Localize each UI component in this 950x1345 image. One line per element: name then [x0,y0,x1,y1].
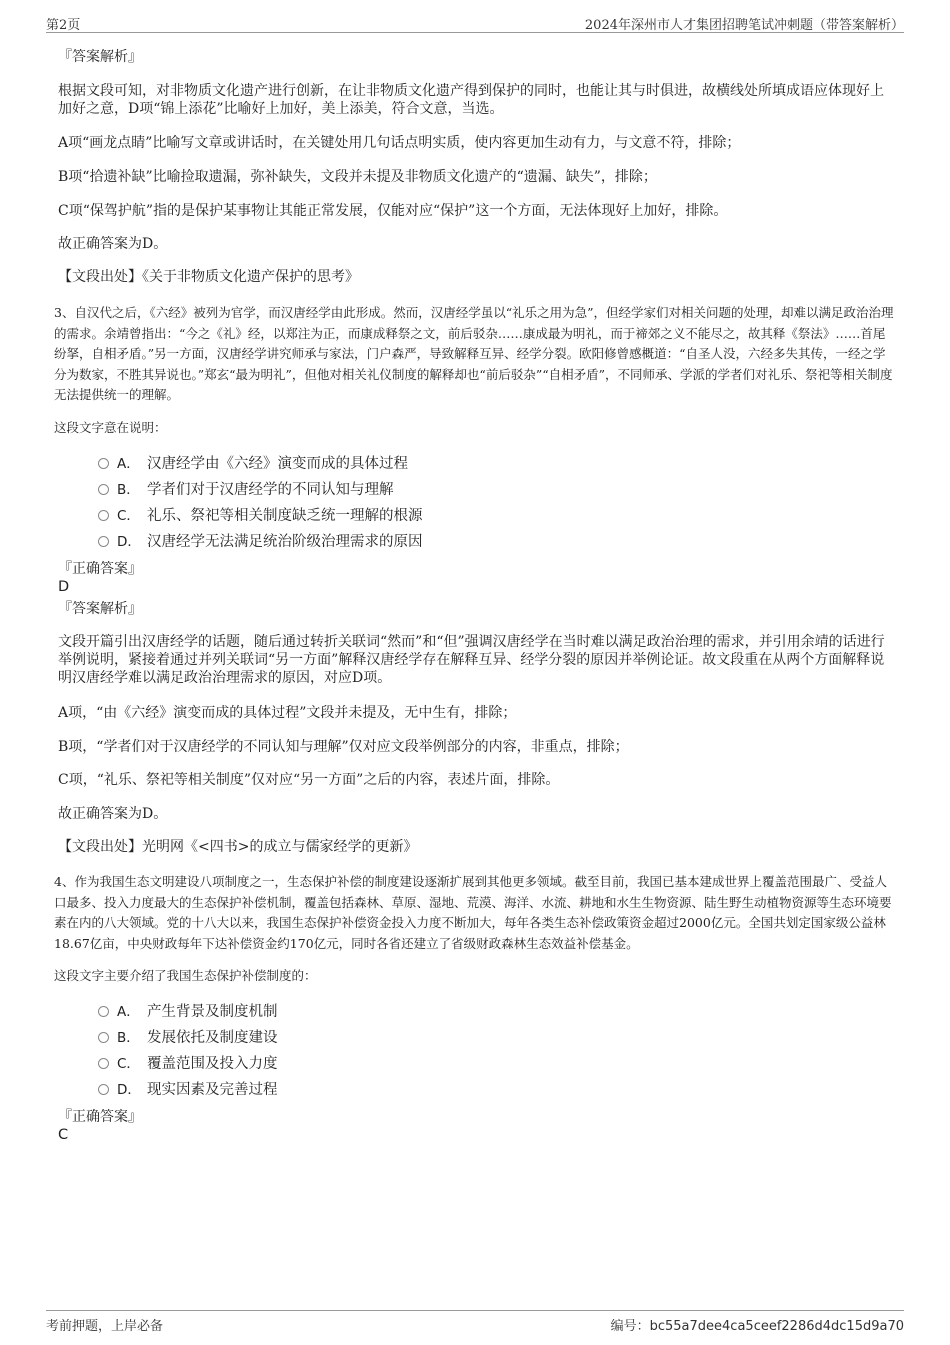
q4-answer: C [58,1127,69,1143]
radio-icon[interactable] [98,1032,109,1043]
document-title: 2024年深州市人才集团招聘笔试冲刺题（带答案解析） [584,18,904,33]
q3-analysis-c: C项，“礼乐、祭祀等相关制度”仅对应“另一方面”之后的内容，表述片面，排除。 [58,772,560,788]
q2-source: 【文段出处】《关于非物质文化遗产保护的思考》 [58,269,359,285]
radio-icon[interactable] [98,510,109,521]
q3-prompt: 这段文字意在说明： [54,420,167,435]
q2-analysis-title: 『答案解析』 [58,49,142,65]
footer-code: 编号：bc55a7dee4ca5ceef2286d4dc15d9a70 [610,1319,904,1334]
q3-source: 【文段出处】光明网《<四书>的成立与儒家经学的更新》 [58,839,418,855]
q3-conclusion: 故正确答案为D。 [58,806,168,822]
q4-option-b[interactable]: B． 发展依托及制度建设 [98,1028,278,1048]
radio-icon[interactable] [98,1058,109,1069]
radio-icon[interactable] [98,458,109,469]
q4-option-d[interactable]: D． 现实因素及完善过程 [98,1080,278,1100]
q3-option-a[interactable]: A． 汉唐经学由《六经》演变而成的具体过程 [98,454,408,474]
q3-analysis-title: 『答案解析』 [58,601,142,617]
q3-analysis-p1: 文段开篇引出汉唐经学的话题，随后通过转折关联词“然而”和“但”强调汉唐经学在当时难以满足政治治理的需求，并引用余靖的话进行举例说明，紧接着通过并列关联词“另一方面”解释汉唐经学存在解释互异、经学分裂的原因并举例论证。故文段重在从两个方面解释说明汉唐经学难以满足政治治理需求的原因，对应D项。 [58,634,885,686]
q3-question-text: 3、自汉代之后，《六经》被列为官学，而汉唐经学由此形成。然而，汉唐经学虽以“礼乐之用为急”，但经学家们对相关问题的处理，却难以满足政治治理的需求。余靖曾指出：“今之《礼》经，以郑注为正，而康成释祭之文，前后驳杂……康成最为明礼，而于禘郊之义不能尽之，故其释《祭法》……首尾纷拏，自相矛盾。”另一方面，汉唐经学讲究师承与家法，门户森严，导致解释互异、经学分裂。欧阳修曾感概道：“自圣人没，六经多失其传，一经之学分为数家，不胜其异说也。”郑玄“最为明礼”，但他对相关礼仪制度的解释却也“前后驳杂”“自相矛盾”，不同师承、学派的学者们对礼乐、祭祀等相关制度无法提供统一的理解。 [54,305,894,402]
q3-option-b[interactable]: B． 学者们对于汉唐经学的不同认知与理解 [98,480,394,500]
q4-prompt: 这段文字主要介绍了我国生态保护补偿制度的： [54,968,317,983]
radio-icon[interactable] [98,536,109,547]
q3-analysis-a: A项，“由《六经》演变而成的具体过程”文段并未提及，无中生有，排除； [58,705,517,721]
q2-analysis-b: B项“拾遗补缺”比喻捡取遗漏，弥补缺失，文段并未提及非物质文化遗产的“遗漏、缺失”，排除； [58,169,657,185]
footer-slogan: 考前押题，上岸必备 [46,1319,164,1334]
q2-analysis-a: A项“画龙点睛”比喻写文章或讲话时，在关键处用几句话点明实质，使内容更加生动有力，与文意不符，排除； [58,135,741,151]
q2-analysis-p1: 根据文段可知，对非物质文化遗产进行创新，在让非物质文化遗产得到保护的同时，也能让其与时俱进，故横线处所填成语应体现好上加好之意，D项“锦上添花”比喻好上加好，美上添美，符合文意，当选。 [58,83,884,117]
page-header [46,12,904,33]
q3-option-d[interactable]: D． 汉唐经学无法满足统治阶级治理需求的原因 [98,532,423,552]
radio-icon[interactable] [98,484,109,495]
q4-option-c[interactable]: C． 覆盖范围及投入力度 [98,1054,278,1074]
q3-option-c[interactable]: C． 礼乐、祭祀等相关制度缺乏统一理解的根源 [98,506,423,526]
q4-option-a[interactable]: A． 产生背景及制度机制 [98,1002,278,1022]
radio-icon[interactable] [98,1084,109,1095]
q2-conclusion: 故正确答案为D。 [58,236,168,252]
page-footer [46,1310,904,1335]
q3-answer-title: 『正确答案』 [58,561,142,577]
q3-answer: D [58,579,70,595]
radio-icon[interactable] [98,1006,109,1017]
q2-analysis-c: C项“保驾护航”指的是保护某事物让其能正常发展，仅能对应“保护”这一个方面，无法体现好上加好，排除。 [58,203,728,219]
q4-answer-title: 『正确答案』 [58,1109,142,1125]
q3-analysis-b: B项，“学者们对于汉唐经学的不同认知与理解”仅对应文段举例部分的内容，非重点，排除； [58,739,629,755]
q4-question-text: 4、作为我国生态文明建设八项制度之一，生态保护补偿的制度建设逐渐扩展到其他更多领域。截至目前，我国已基本建成世界上覆盖范围最广、受益人口最多、投入力度最大的生态保护补偿机制，覆盖包括森林、草原、湿地、荒漠、海洋、水流、耕地和水生生物资源、陆生野生动植物资源等生态环境要素在内的八大领域。党的十八大以来，我国生态保护补偿资金投入力度不断加大，每年各类生态补偿政策资金超过2000亿元。全国共划定国家级公益林18.67亿亩，中央财政每年下达补偿资金约170亿元，同时各省还建立了省级财政森林生态效益补偿基金。 [54,874,892,951]
page-number: 第2页 [46,18,81,33]
